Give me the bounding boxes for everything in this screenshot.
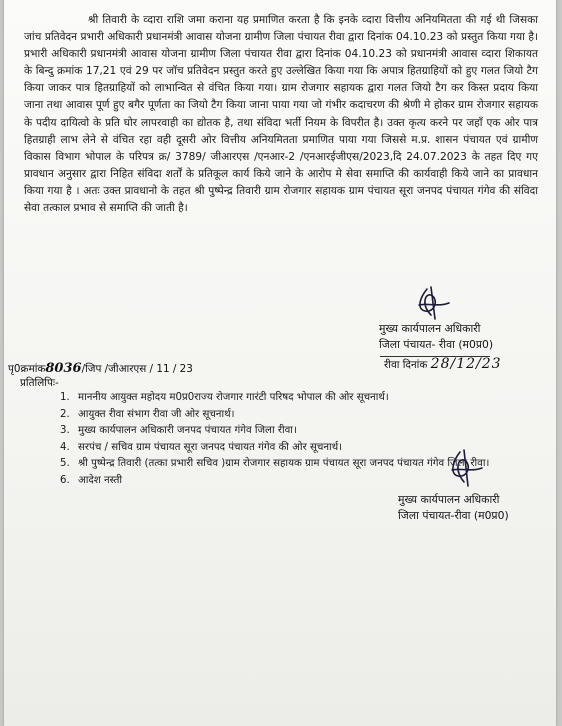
- order-body-text: श्री तिवारी के व्दारा राशि जमा कराना यह प्रमाणित करता है कि इनके व्दारा वित्तीय अनियमितता की गई थी जिसका जांच प्रतिवेदन प्रभारी अधिकारी प्रधानमंत्री आवास योजना ग्रामीण जिला पंचायत रीवा द्वारा दिनांक 04.10.23 को प्रस्तुत किया गया है। प्रभारी अधिकारी प्रधानमंत्री आवास योजना ग्रामीण जिला पंचायत रीवा द्वारा दिनांक 04.10.23 को प्रधानमंत्री आवास व्दारा शिकायत के बिन्दु क्रमांक 17,21 एवं 29 पर जॉच प्रतिवेदन प्रस्तुत करते हुए उल्लेखित किया गया कि अपात्र हितग्राहियों को हुए गलत जियो टैग किया जाकर पात्र हितग्राहियों को लाभान्वित से वंचित किया गया। ग्राम रोजगार सहायक द्वारा गलत जियो टैग कर किस्त प्रदाय किया जाना तथा आवास पूर्ण हुए बगैर पूर्णता का जियो टैग किया जाना पाया गया जो गंभीर कदाचरण की श्रेणी मे होकर ग्राम रोजगार सहायक के पदीय दायित्वो के प्रति घोर लापरवाही का द्योतक है, तथा संविदा भर्ती नियम के विपरीत है। उक्त कृत्य करने पर जहाँ एक ओर पात्र हितग्राही लाभ लेने से वंचित रहा वही दूसरी ओर वित्तीय अनियमितता प्रमाणित पाया गया जिससे म.प्र. शासन पंचायत एवं ग्रामीण विकास विभाग भोपाल के परिपत्र क्र/ 3789/ जीआरएस /एनआर-2 /एनआरईजीएस/2023,दि 24.07.2023 के तहत दिए गए प्रावधान अनुसार द्वारा निहित संविदा शर्तों के प्रतिकूल कार्य किये जाने के आरोप मे सेवा समाप्ति की कार्यवाही किये जाने का प्रावधान किया गया है । अतः उक्त प्रावधानो के तहत श्री पुष्पेन्द्र तिवारी ग्राम रोजगार सहायक ग्राम पंचायत सूरा जनपद पंचायत गंगेव की संविदा सेवा तत्काल प्रभाव से समाप्ति की जाती है।: [24, 14, 538, 215]
- endorsement-number: [8, 361, 193, 376]
- handwritten-date: 28/12/23: [430, 356, 502, 372]
- signature-block-1: [379, 321, 493, 353]
- list-item: 1. माननीय आयुक्त महोदय म0प्र0राज्य रोजगार गारंटी परिषद भोपाल की ओर सूचनार्थ।: [60, 392, 389, 403]
- list-item: 4. सरपंच / सचिव ग्राम पंचायत सूरा जनपद पंचायत गंगेव की ओर सूचनार्थ।: [60, 441, 343, 453]
- order-body-paragraph: [24, 12, 538, 217]
- handwritten-number: 8036: [45, 361, 82, 376]
- signature-scribble-1: [409, 285, 457, 321]
- list-item: 2. आयुक्त रीवा संभाग रीवा जी ओर सूचनार्थ।: [60, 408, 235, 420]
- signatory-designation-2: मुख्य कार्यपालन अधिकारी: [398, 493, 500, 506]
- document-page: [4, 0, 556, 726]
- endorsement-suffix: /जिप /जीआरएस / 11 / 23: [81, 363, 193, 375]
- date-label: रीवा दिनांक: [384, 359, 428, 371]
- signatory-office: जिला पंचायत- रीवा (म0प्र0): [379, 338, 494, 351]
- list-item: 5. श्री पुष्पेन्द्र तिवारी (तत्का प्रभारी सचिव )ग्राम रोजगार सहायक ग्राम पंचायत सूरा जनपद पंचायत गंगेव जिला रीवा।: [60, 458, 490, 470]
- issue-date: [384, 356, 502, 372]
- signature-block-2: [398, 492, 509, 524]
- endorsement-prefix: पृ0क्रमांक: [8, 363, 46, 375]
- list-item: 3. मुख्य कार्यपालन अधिकारी जनपद पंचायत गंगेव जिला रीवा।: [60, 425, 297, 437]
- copy-heading: प्रतिलिपिः-: [20, 377, 59, 389]
- list-item: 6. आदेश नस्ती: [60, 474, 123, 486]
- signature-scribble-2: [444, 448, 488, 488]
- signatory-office-2: जिला पंचायत-रीवा (म0प्र0): [398, 509, 509, 522]
- signatory-designation: मुख्य कार्यपालन अधिकारी: [379, 322, 481, 335]
